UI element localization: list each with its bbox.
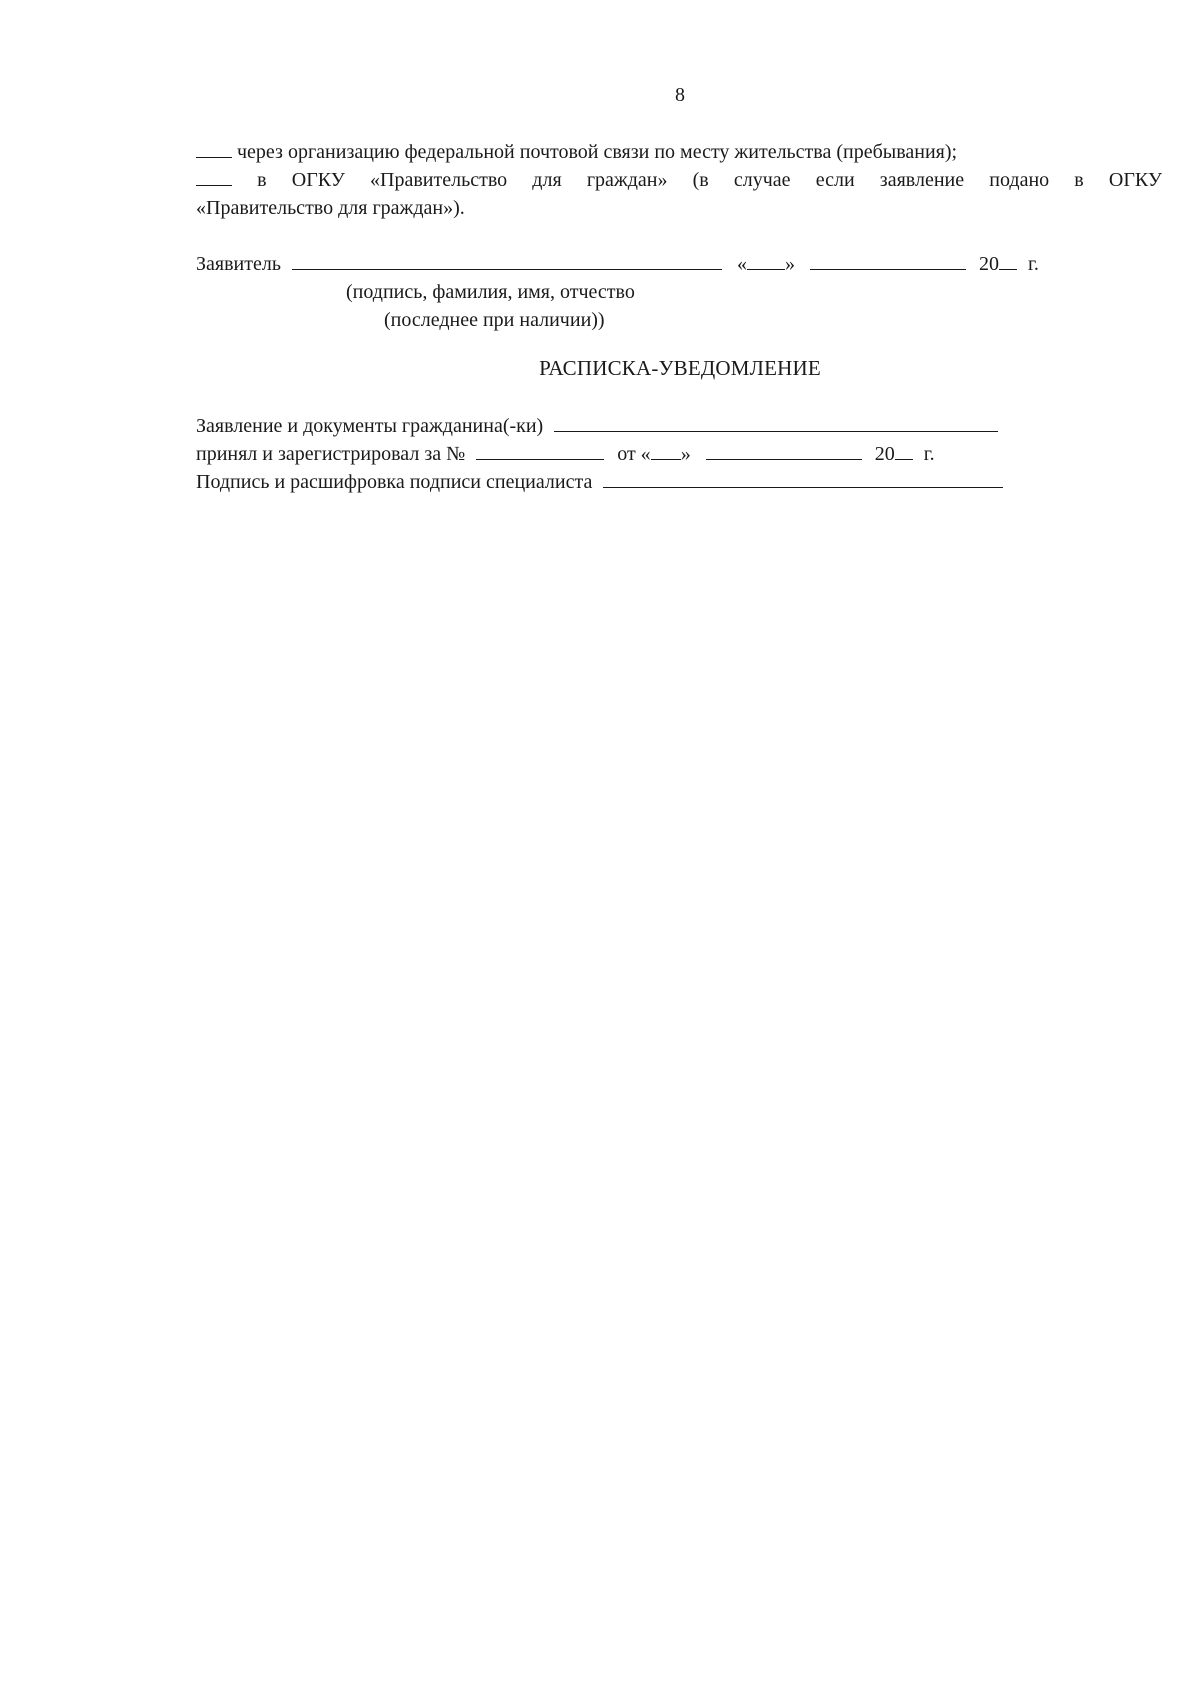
- year-prefix: 20: [978, 253, 999, 275]
- receipt-line-specialist: [196, 468, 1003, 496]
- checkbox-blank-post[interactable]: [196, 140, 232, 158]
- registration-month-field[interactable]: [706, 442, 862, 460]
- signature-caption-line2: (последнее при наличии)): [384, 309, 605, 331]
- specialist-signature-label: Подпись и расшифровка подписи специалиста: [196, 471, 593, 493]
- signature-caption-line1: (подпись, фамилия, имя, отчество: [346, 281, 635, 303]
- registration-label: принял и зарегистрировал за №: [196, 443, 466, 465]
- receipt-line-citizen: [196, 412, 998, 440]
- delivery-option-ogku-text: в ОГКУ «Правительство для граждан» (в случае если заявление подано в ОГКУ: [257, 169, 1163, 191]
- registration-number-field[interactable]: [476, 442, 604, 460]
- delivery-option-post: [196, 138, 1162, 166]
- registration-day-field[interactable]: [651, 442, 681, 460]
- registration-year-suffix: г.: [923, 443, 935, 465]
- specialist-signature-field[interactable]: [603, 470, 1003, 488]
- checkbox-blank-ogku[interactable]: [196, 168, 232, 186]
- page-number: 8: [675, 84, 685, 106]
- registration-year-field[interactable]: [895, 442, 913, 460]
- year-suffix: г.: [1027, 253, 1039, 275]
- receipt-title: РАСПИСКА-УВЕДОМЛЕНИЕ: [539, 356, 821, 380]
- applicant-day-field[interactable]: [747, 252, 785, 270]
- registration-from-label: от «: [617, 443, 651, 465]
- applicant-label: Заявитель: [196, 253, 281, 275]
- date-quote-close: »: [784, 253, 795, 275]
- delivery-option-post-text: через организацию федеральной почтовой связи по месту жительства (пребывания);: [237, 141, 958, 163]
- receipt-citizen-label: Заявление и документы гражданина(-ки): [196, 415, 544, 437]
- registration-quote-close: »: [680, 443, 691, 465]
- applicant-year-field[interactable]: [999, 252, 1017, 270]
- applicant-signature-field[interactable]: [292, 252, 722, 270]
- applicant-month-field[interactable]: [810, 252, 966, 270]
- date-quote-open: «: [736, 253, 747, 275]
- registration-year-prefix: 20: [874, 443, 895, 465]
- citizen-name-field[interactable]: [554, 414, 998, 432]
- delivery-option-ogku: [196, 166, 1162, 194]
- receipt-line-registration: [196, 440, 935, 468]
- applicant-signature-row: [196, 250, 1039, 278]
- delivery-option-ogku-continued: «Правительство для граждан»).: [196, 197, 465, 219]
